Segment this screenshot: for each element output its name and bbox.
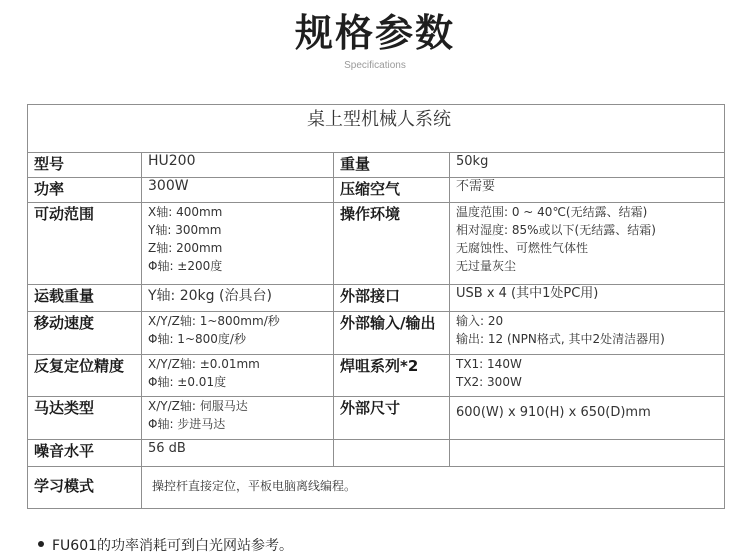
spec-label: 移动速度 — [28, 312, 142, 355]
spec-value: 56 dB — [142, 440, 334, 467]
spec-label: 外部尺寸 — [334, 397, 450, 440]
table-row — [28, 467, 725, 509]
table-row — [28, 203, 725, 285]
spec-value: 600(W) x 910(H) x 650(D)mm — [450, 397, 725, 440]
spec-value: X/Y/Z轴: ±0.01mm Φ轴: ±0.01度 — [142, 355, 334, 397]
table-row — [28, 440, 725, 467]
table-caption: 桌上型机械人系统 — [28, 105, 725, 153]
table-row — [28, 355, 725, 397]
spec-value: X/Y/Z轴: 伺服马达 Φ轴: 步进马达 — [142, 397, 334, 440]
spec-label: 学习模式 — [28, 467, 142, 509]
spec-value-empty — [450, 440, 725, 467]
spec-value: 操控杆直接定位，平板电脑离线编程。 — [142, 467, 725, 509]
spec-label: 马达类型 — [28, 397, 142, 440]
table-caption-row — [28, 105, 725, 153]
spec-value: 输入: 20 输出: 12 (NPN格式, 其中2处清洁器用) — [450, 312, 725, 355]
footnote — [38, 535, 293, 555]
footnote-text: FU601的功率消耗可到白光网站参考。 — [52, 538, 294, 554]
table-row — [28, 178, 725, 203]
spec-value: TX1: 140W TX2: 300W — [450, 355, 725, 397]
spec-label: 压缩空气 — [334, 178, 450, 203]
spec-label: 焊咀系列*2 — [334, 355, 450, 397]
spec-value: 50kg — [450, 153, 725, 178]
spec-label: 可动范围 — [28, 203, 142, 285]
spec-value: 不需要 — [450, 178, 725, 203]
table-row — [28, 397, 725, 440]
spec-value: X轴: 400mm Y轴: 300mm Z轴: 200mm Φ轴: ±200度 — [142, 203, 334, 285]
spec-value: Y轴: 20kg (治具台) — [142, 285, 334, 312]
spec-label: 噪音水平 — [28, 440, 142, 467]
table-row — [28, 312, 725, 355]
spec-label: 外部输入/输出 — [334, 312, 450, 355]
spec-value: X/Y/Z轴: 1~800mm/秒 Φ轴: 1~800度/秒 — [142, 312, 334, 355]
table-row — [28, 285, 725, 312]
spec-label: 操作环境 — [334, 203, 450, 285]
spec-value: USB x 4 (其中1处PC用) — [450, 285, 725, 312]
spec-label-empty — [334, 440, 450, 467]
spec-label: 型号 — [28, 153, 142, 178]
spec-value: HU200 — [142, 153, 334, 178]
spec-label: 重量 — [334, 153, 450, 178]
table-row — [28, 153, 725, 178]
spec-value: 温度范围: 0 ~ 40℃(无结露、结霜) 相对湿度: 85%或以下(无结露、结霜) 无腐蚀性、可燃性气体性 无过量灰尘 — [450, 203, 725, 285]
page-title: 规格参数 — [294, 11, 455, 55]
spec-table — [27, 104, 725, 509]
spec-label: 反复定位精度 — [28, 355, 142, 397]
spec-label: 外部接口 — [334, 285, 450, 312]
spec-value: 300W — [142, 178, 334, 203]
page-subtitle: Specifications — [344, 60, 406, 71]
spec-label: 功率 — [28, 178, 142, 203]
spec-label: 运载重量 — [28, 285, 142, 312]
bullet-icon — [38, 541, 44, 547]
